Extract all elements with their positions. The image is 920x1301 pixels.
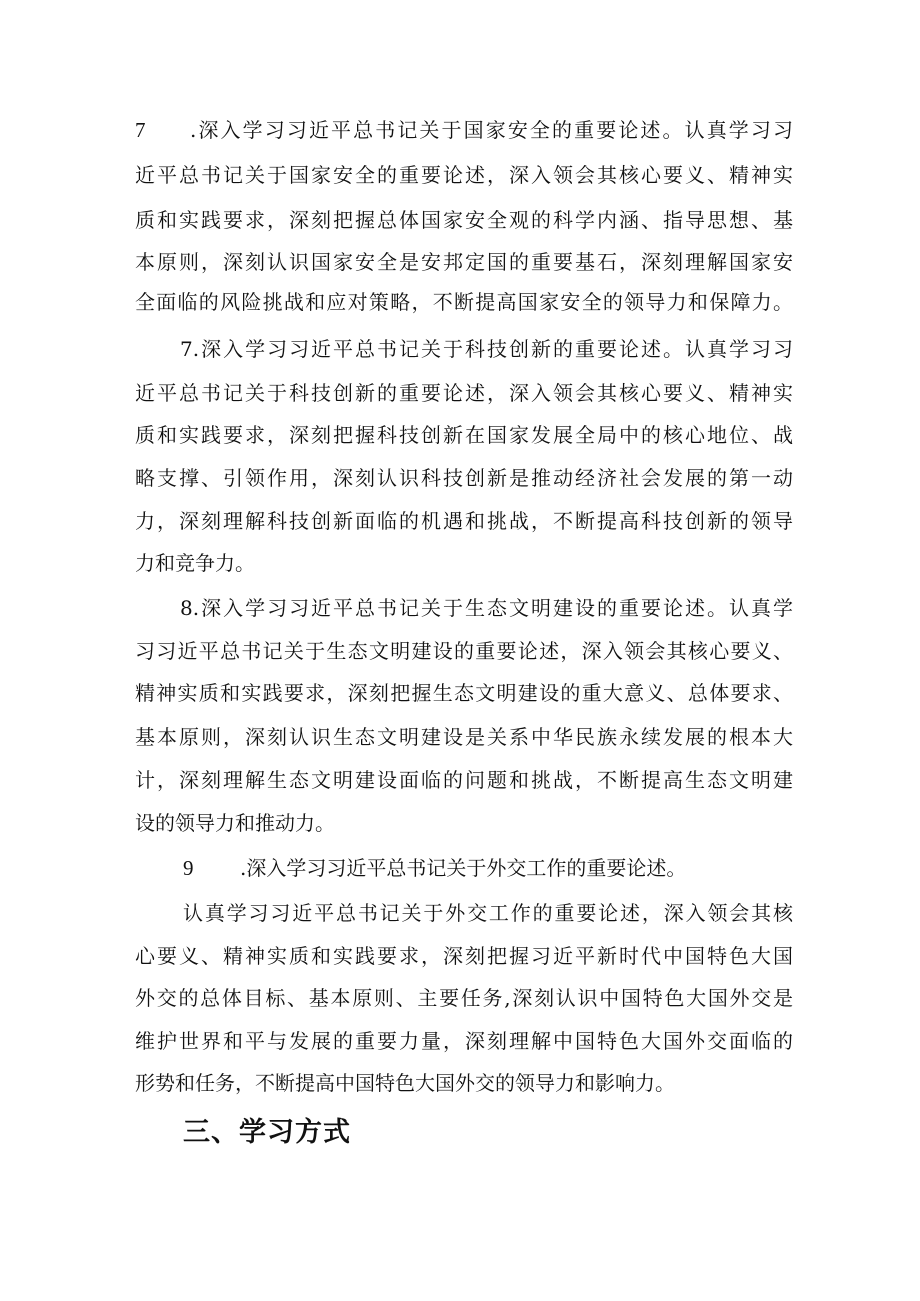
paragraph-line: 形势和任务，不断提高中国特色大国外交的领导力和影响力。 (135, 1071, 675, 1095)
paragraph-line: 认真学习习近平总书记关于外交工作的重要论述，深入领会其核 (183, 901, 793, 925)
paragraph-line: 基本原则，深刻认识生态文明建设是关系中华民族永续发展的根本大 (135, 725, 793, 749)
paragraph-line: 近平总书记关于国家安全的重要论述，深入领会其核心要义、精神实 (135, 163, 793, 187)
paragraph-line: 本原则，深刻认识国家安全是安邦定国的重要基石，深刻理解国家安 (135, 250, 793, 274)
paragraph-line: 力，深刻理解科技创新面临的机遇和挑战，不断提高科技创新的领导 (135, 509, 793, 533)
item-number: 7 (135, 118, 146, 142)
paragraph-line: 心要义、精神实质和实践要求，深刻把握习近平新时代中国特色大国 (135, 944, 793, 968)
paragraph-line: 维护世界和平与发展的重要力量，深刻理解中国特色大国外交面临的 (135, 1029, 793, 1053)
paragraph-line: 习习近平总书记关于生态文明建设的重要论述，深入领会其核心要义、 (135, 639, 793, 663)
paragraph-line: 精神实质和实践要求，深刻把握生态文明建设的重大意义、总体要求、 (135, 681, 793, 705)
paragraph-line: 近平总书记关于科技创新的重要论述，深入领会其核心要义、精神实 (135, 381, 793, 405)
paragraph-line: 力和竞争力。 (135, 551, 255, 575)
paragraph-line: .深入学习习近平总书记关于国家安全的重要论述。认真学习习 (190, 118, 793, 142)
paragraph-line: 计，深刻理解生态文明建设面临的问题和挑战，不断提高生态文明建 (135, 768, 793, 792)
section-heading: 三、学习方式 (183, 1117, 351, 1148)
paragraph-line: 略支撑、引领作用，深刻认识科技创新是推动经济社会发展的第一动 (135, 466, 793, 490)
paragraph-line: 质和实践要求，深刻把握科技创新在国家发展全局中的核心地位、战 (135, 423, 793, 447)
paragraph-line: 全面临的风险挑战和应对策略，不断提高国家安全的领导力和保障力。 (135, 290, 793, 314)
item-number: 9 (183, 856, 194, 880)
paragraph-line: 设的领导力和推动力。 (135, 811, 335, 835)
paragraph-line: 质和实践要求，深刻把握总体国家安全观的科学内涵、指导思想、基 (135, 208, 793, 232)
paragraph-title-line: .深入学习习近平总书记关于外交工作的重要论述。 (240, 856, 687, 880)
paragraph-line: 8.深入学习习近平总书记关于生态文明建设的重要论述。认真学 (180, 596, 793, 620)
paragraph-line: 外交的总体目标、基本原则、主要任务,深刻认识中国特色大国外交是 (135, 986, 793, 1010)
paragraph-line: 7.深入学习习近平总书记关于科技创新的重要论述。认真学习习 (180, 337, 793, 361)
